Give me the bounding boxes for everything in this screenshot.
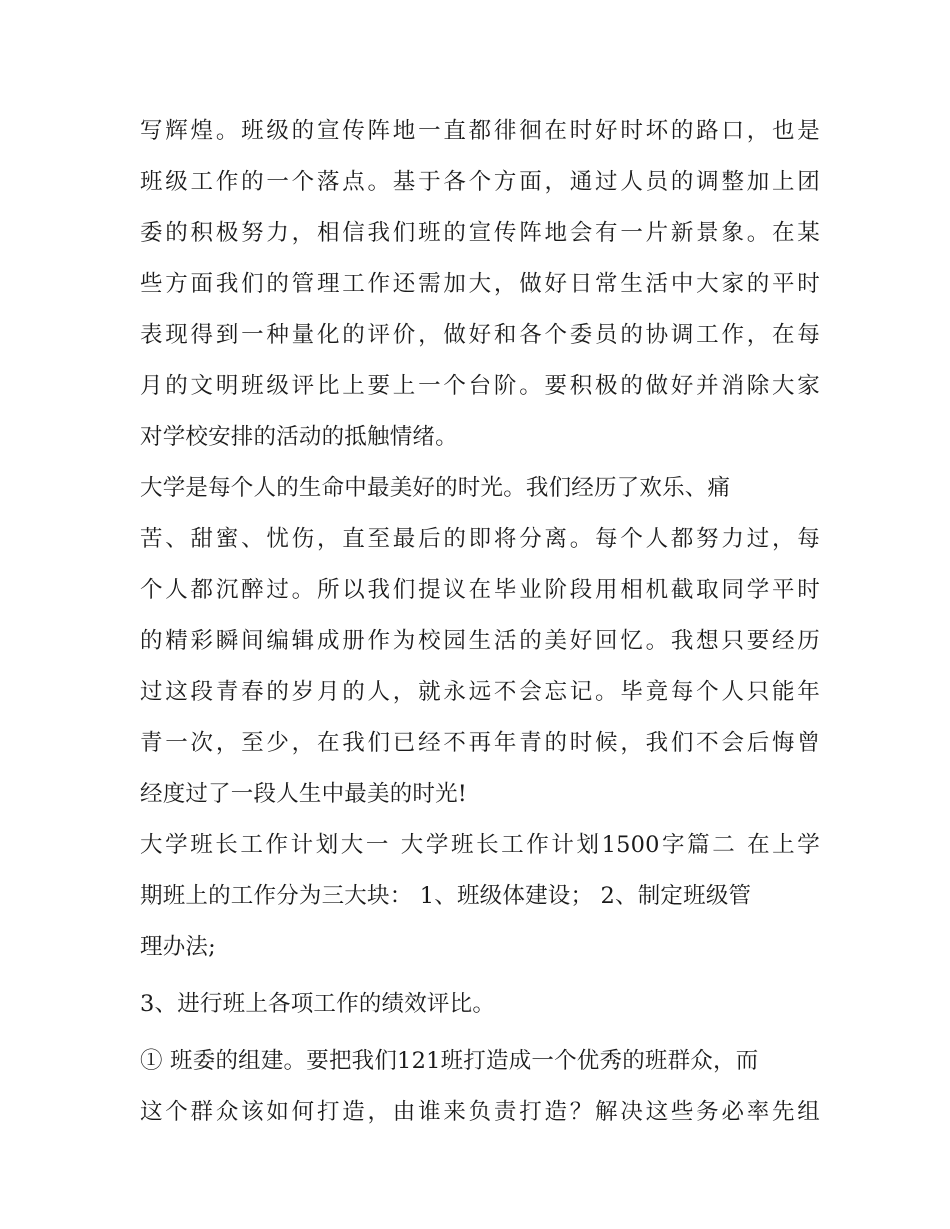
text-line: 经度过了一段人生中最美的时光! <box>140 781 468 807</box>
text-line: 的精彩瞬间编辑成册作为校园生活的美好回忆。我想只要经历 <box>140 628 820 654</box>
paragraph-3 <box>140 820 820 973</box>
text-line: 表现得到一种量化的评价，做好和各个委员的协调工作，在每 <box>140 322 820 348</box>
text-line: 个人都沉醉过。所以我们提议在毕业阶段用相机截取同学平时 <box>140 577 820 603</box>
text-line: 月的文明班级评比上要上一个台阶。要积极的做好并消除大家 <box>140 373 820 399</box>
text-line: 些方面我们的管理工作还需加大，做好日常生活中大家的平时 <box>140 271 820 297</box>
text-line: 3、进行班上各项工作的绩效评比。 <box>140 991 496 1017</box>
text-line: 过这段青春的岁月的人，就永远不会忘记。毕竟每个人只能年 <box>140 679 820 705</box>
text-line: 大学是每个人的生命中最美好的时光。我们经历了欢乐、痛 <box>140 475 731 501</box>
text-line: 这个群众该如何打造，由谁来负责打造？解决这些务必率先组 <box>140 1099 820 1125</box>
text-line: 写辉煌。班级的宣传阵地一直都徘徊在时好时坏的路口，也是 <box>140 118 820 144</box>
text-line: 理办法; <box>140 934 216 960</box>
text-line: 苦、甜蜜、忧伤，直至最后的即将分离。每个人都努力过，每 <box>140 526 820 552</box>
document-body <box>140 106 820 1138</box>
paragraph-4 <box>140 979 820 1030</box>
text-line: ① 班委的组建。要把我们121班打造成一个优秀的班群众，而 <box>140 1048 759 1074</box>
paragraph-2 <box>140 463 820 820</box>
text-line: 委的积极努力，相信我们班的宣传阵地会有一片新景象。在某 <box>140 220 820 246</box>
text-line: 班级工作的一个落点。基于各个方面，通过人员的调整加上团 <box>140 169 820 195</box>
text-line: 对学校安排的活动的抵触情绪。 <box>140 424 458 450</box>
text-line: 期班上的工作分为三大块： 1、班级体建设； 2、制定班级管 <box>140 883 752 909</box>
text-line: 青一次，至少，在我们已经不再年青的时候，我们不会后悔曾 <box>140 730 820 756</box>
paragraph-1 <box>140 106 820 463</box>
text-line: 大学班长工作计划大一 大学班长工作计划1500字篇二 在上学 <box>140 832 820 858</box>
paragraph-5 <box>140 1036 820 1138</box>
